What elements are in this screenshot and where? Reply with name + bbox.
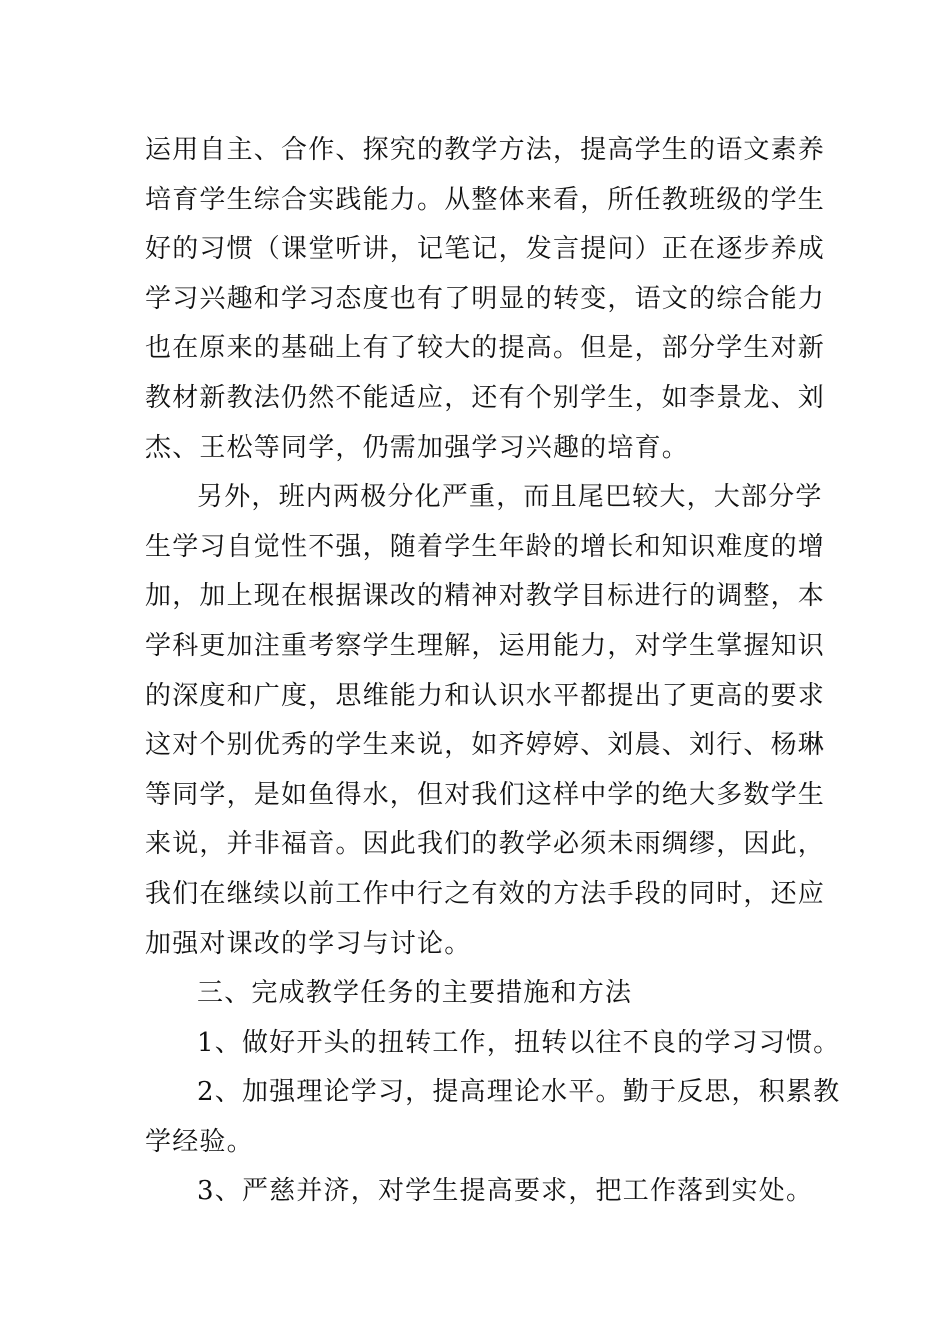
section-heading-text: 三、完成教学任务的主要措施和方法: [197, 978, 633, 1009]
text-line: 加强对课改的学习与讨论。: [145, 928, 472, 959]
text-line: 好的习惯（课堂听讲，记笔记，发言提问）正在逐步养成: [145, 234, 826, 265]
text-line: 另外，班内两极分化严重，而且尾巴较大，大部分学: [197, 482, 823, 513]
measure-item-3: [145, 1167, 815, 1217]
paragraph-class-polarization: [145, 473, 826, 969]
text-line: 杰、王松等同学，仍需加强学习兴趣的培育。: [145, 432, 690, 463]
text-line: 运用自主、合作、探究的教学方法，提高学生的语文素养: [145, 135, 826, 165]
measure-item-1: [145, 1019, 841, 1069]
measure-item-2: [145, 1068, 841, 1167]
paragraph-student-analysis: [145, 126, 826, 473]
section-heading: [145, 969, 815, 1019]
text-line: 我们在继续以前工作中行之有效的方法手段的同时，还应: [145, 878, 826, 909]
text-line: 3、严慈并济，对学生提高要求，把工作落到实处。: [197, 1176, 814, 1207]
text-line: 教材新教法仍然不能适应，还有个别学生，如李景龙、刘: [145, 382, 826, 413]
text-line: 1、做好开头的扭转工作，扭转以往不良的学习习惯。: [197, 1027, 841, 1058]
text-line: 来说，并非福音。因此我们的教学必须未雨绸缪，因此，: [145, 829, 826, 860]
text-line: 生学习自觉性不强，随着学生年龄的增长和知识难度的增: [145, 531, 826, 562]
document-page: [145, 126, 841, 1217]
text-line: 这对个别优秀的学生来说，如齐婷婷、刘晨、刘行、杨琳: [145, 730, 826, 761]
text-line: 学习兴趣和学习态度也有了明显的转变，语文的综合能力: [145, 283, 826, 314]
text-line: 学经验。: [145, 1126, 254, 1157]
text-line: 等同学，是如鱼得水，但对我们这样中学的绝大多数学生: [145, 779, 826, 810]
text-line: 2、加强理论学习，提高理论水平。勤于反思，积累教: [197, 1077, 841, 1108]
text-line: 培育学生综合实践能力。从整体来看，所任教班级的学生: [145, 184, 826, 215]
text-line: 加，加上现在根据课改的精神对教学目标进行的调整，本: [145, 581, 826, 612]
text-line: 学科更加注重考察学生理解，运用能力，对学生掌握知识: [145, 630, 826, 661]
text-line: 也在原来的基础上有了较大的提高。但是，部分学生对新: [145, 333, 826, 364]
text-line: 的深度和广度，思维能力和认识水平都提出了更高的要求: [145, 680, 826, 711]
